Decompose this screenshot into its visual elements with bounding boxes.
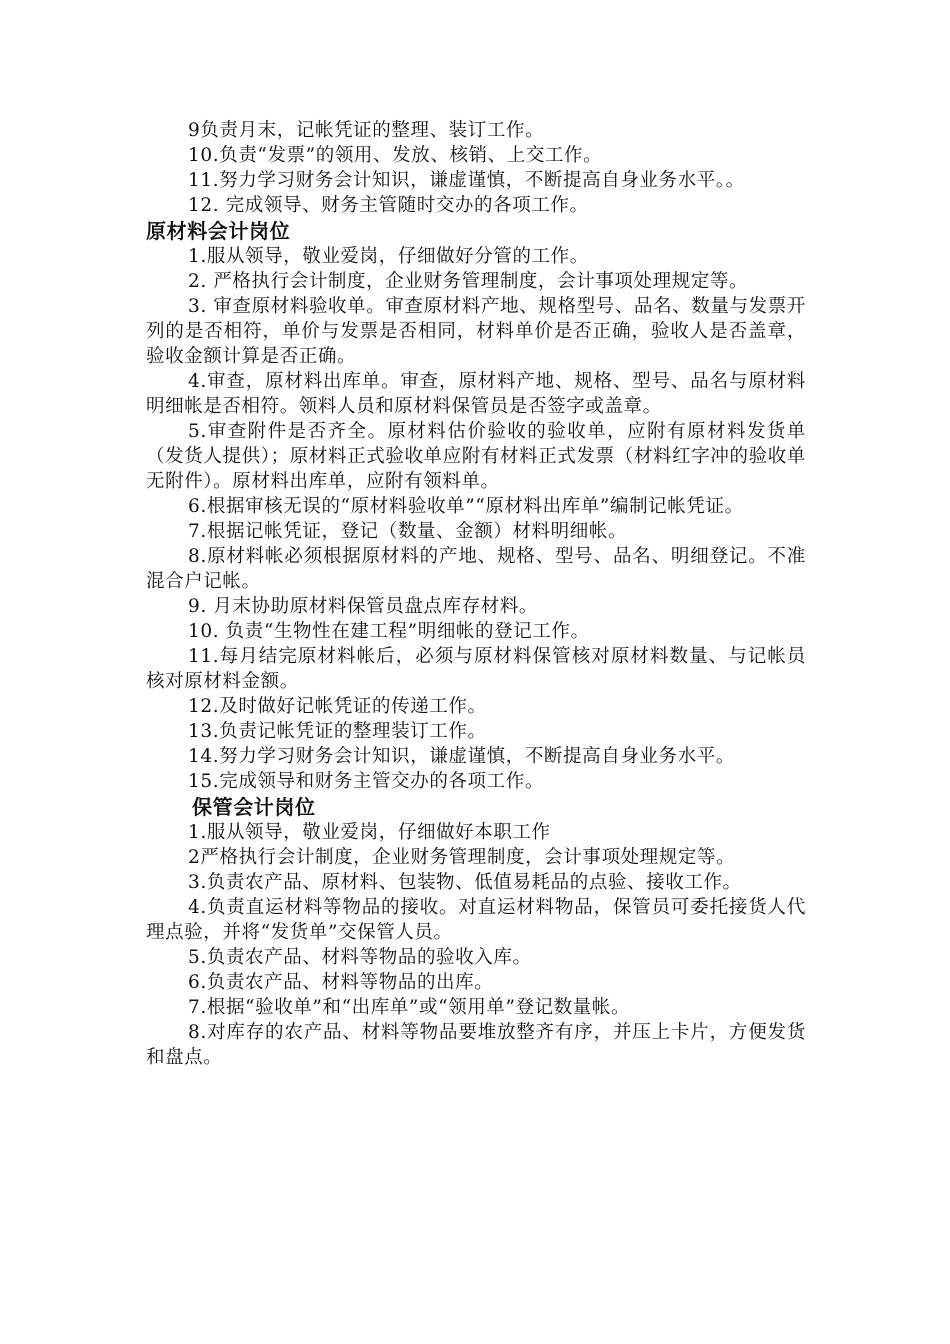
paragraph-item: 12.及时做好记帐凭证的传递工作。 <box>188 696 487 717</box>
paragraph-item: 5.审查附件是否齐全。原材料估价验收的验收单，应附有原材料发货单（发货人提供）；原材料正式验收单应附有材料正式发票（材料红字冲的验收单无附件）。原材料出库单，应附有领料单。 <box>146 421 806 492</box>
paragraph-item: 11.每月结完原材料帐后，必须与原材料保管核对原材料数量、与记帐员核对原材料金额。 <box>146 646 806 692</box>
section-heading-custody: 保管会计岗位 <box>192 795 316 819</box>
paragraph-item: 4.负责直运材料等物品的接收。对直运材料物品，保管员可委托接货人代理点验，并将“发货单”交保管人员。 <box>146 897 806 943</box>
paragraph-item: 8.对库存的农产品、材料等物品要堆放整齐有序，并压上卡片，方便发货和盘点。 <box>146 1022 806 1068</box>
paragraph-item: 4.审查，原材料出库单。审查，原材料产地、规格、型号、品名与原材料明细帐是否相符。领料人员和原材料保管员是否签字或盖章。 <box>146 371 806 417</box>
paragraph-item: 3.负责农产品、原材料、包装物、低值易耗品的点验、接收工作。 <box>188 872 742 893</box>
document-body <box>146 118 806 1070</box>
paragraph-item: 2严格执行会计制度，企业财务管理制度，会计事项处理规定等。 <box>188 847 736 868</box>
paragraph-item: 9负责月末，记帐凭证的整理、装订工作。 <box>188 120 545 141</box>
paragraph-item: 5.负责农产品、材料等物品的验收入库。 <box>188 947 532 968</box>
paragraph-item: 7.根据“验收单”和“出库单”或“领用单”登记数量帐。 <box>188 997 631 1018</box>
paragraph-item: 14.努力学习财务会计知识，谦虚谨慎，不断提高自身业务水平。 <box>188 746 735 767</box>
paragraph-item: 2. 严格执行会计制度，企业财务管理制度，会计事项处理规定等。 <box>188 271 749 292</box>
paragraph-item: 6.根据审核无误的“原材料验收单”“原材料出库单”编制记帐凭证。 <box>188 496 744 517</box>
paragraph-item: 1.服从领导，敬业爱岗，仔细做好分管的工作。 <box>188 246 589 267</box>
section-heading-raw-materials: 原材料会计岗位 <box>146 219 291 243</box>
paragraph-item: 9. 月末协助原材料保管员盘点库存材料。 <box>188 596 539 617</box>
paragraph-item: 12. 完成领导、财务主管随时交办的各项工作。 <box>188 195 589 216</box>
paragraph-item: 3. 审查原材料验收单。审查原材料产地、规格型号、品名、数量与发票开列的是否相符，单价与发票是否相同，材料单价是否正确，验收人是否盖章，验收金额计算是否正确。 <box>146 296 806 367</box>
paragraph-item: 10.负责“发票”的领用、发放、核销、上交工作。 <box>188 145 603 166</box>
paragraph-item: 7.根据记帐凭证，登记（数量、金额）材料明细帐。 <box>188 521 628 542</box>
paragraph-item: 10. 负责“生物性在建工程”明细帐的登记工作。 <box>188 621 590 642</box>
paragraph-item: 6.负责农产品、材料等物品的出库。 <box>188 972 494 993</box>
paragraph-item: 11.努力学习财务会计知识，谦虚谨慎，不断提高自身业务水平。。 <box>188 170 745 191</box>
paragraph-item: 15.完成领导和财务主管交办的各项工作。 <box>188 771 544 792</box>
paragraph-item: 8.原材料帐必须根据原材料的产地、规格、型号、品名、明细登记。不准混合户记帐。 <box>146 546 806 592</box>
paragraph-item: 1.服从领导，敬业爱岗，仔细做好本职工作 <box>188 822 551 843</box>
paragraph-item: 13.负责记帐凭证的整理装订工作。 <box>188 721 487 742</box>
